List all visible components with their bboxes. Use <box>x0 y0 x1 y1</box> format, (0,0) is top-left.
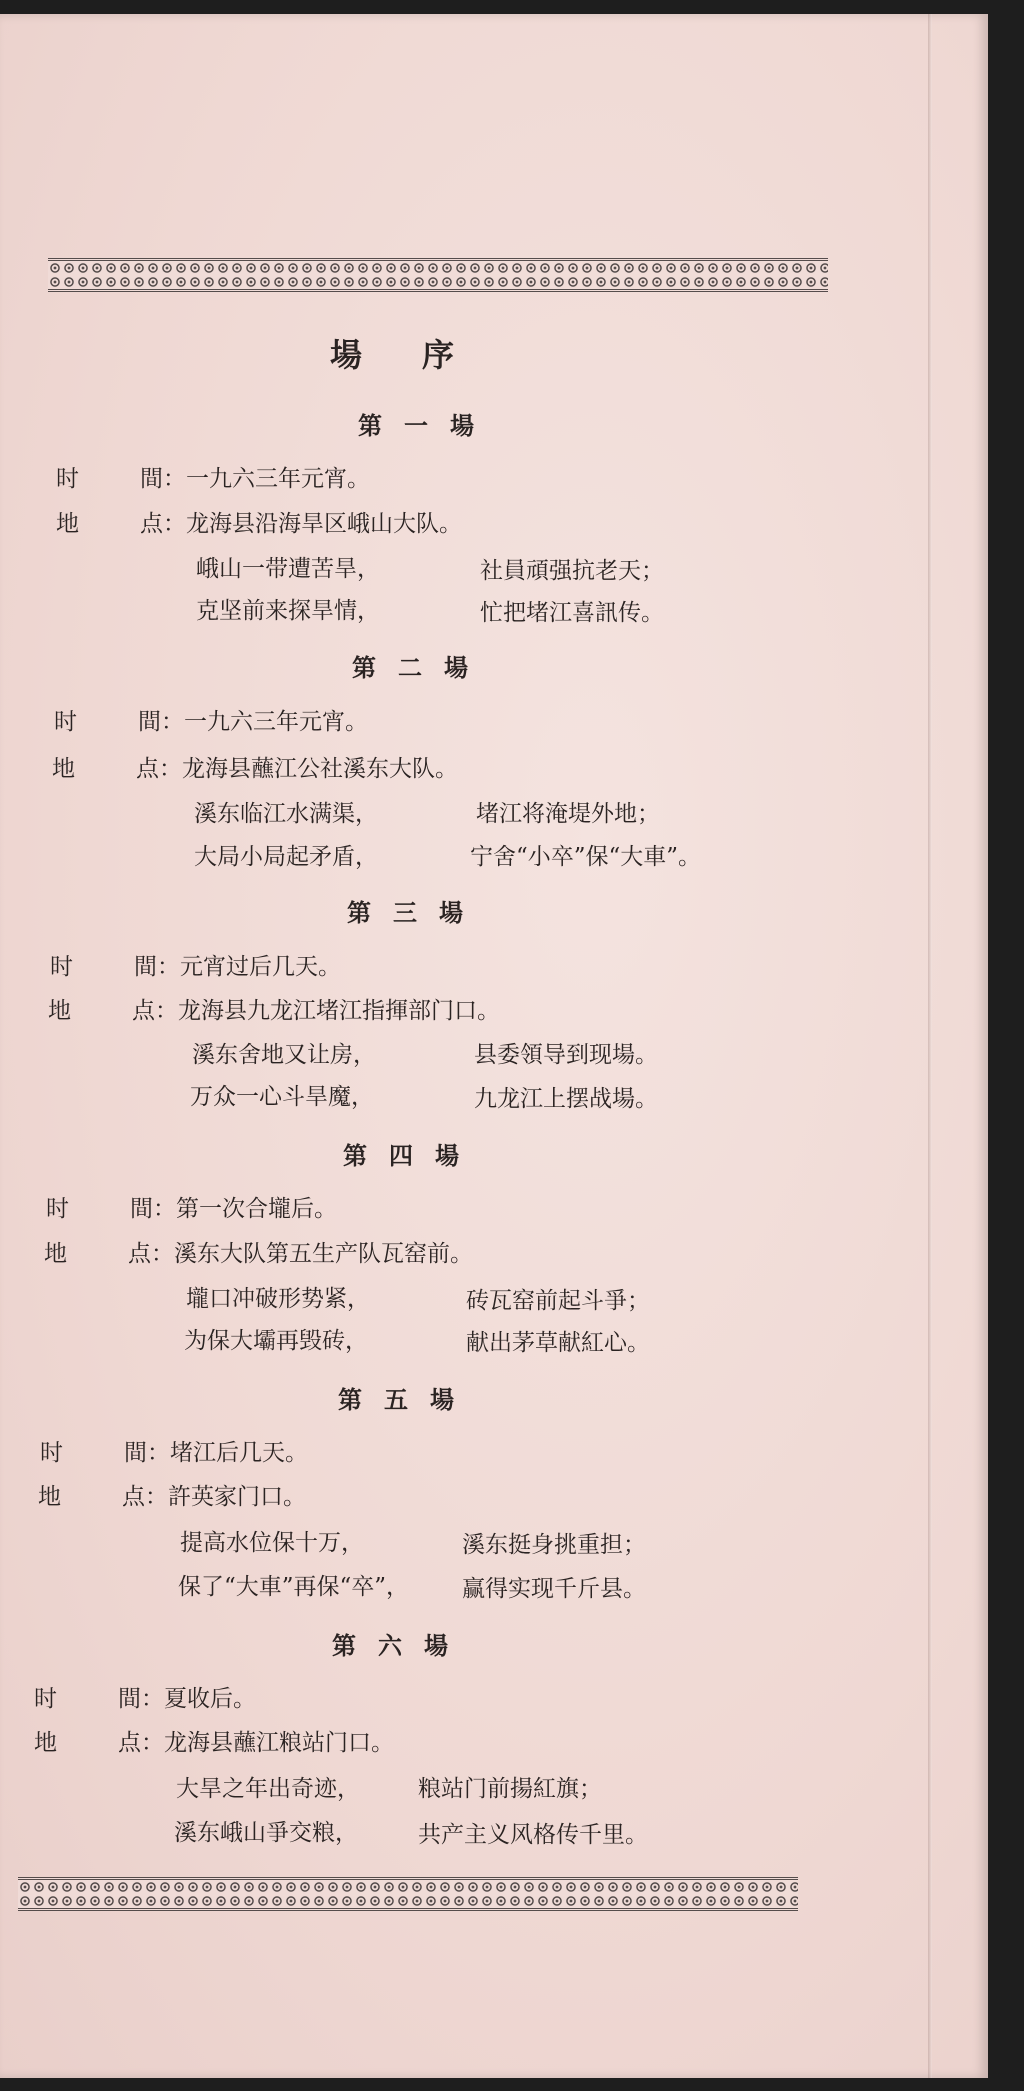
scene-5-verse-1b: 溪东挺身挑重担； <box>462 1532 646 1558</box>
time-label-char: 时 <box>40 1440 63 1466</box>
scene-2-verse-2a: 大局小局起矛盾， <box>194 844 378 870</box>
scene-5-time <box>40 1434 308 1467</box>
scene-3-place-value: 龙海县九龙江堵江指揮部门口。 <box>178 998 500 1024</box>
scene-4-time-value: 第一次合壠后。 <box>176 1196 337 1222</box>
scene-5-time-value: 堵江后几天。 <box>170 1440 308 1466</box>
scene-4-verse-1a: 壠口冲破形势紧， <box>186 1286 370 1312</box>
place-label-rest: 点： <box>122 1484 168 1510</box>
place-label-rest: 点： <box>128 1241 174 1267</box>
time-label-rest: 間： <box>118 1686 164 1712</box>
scene-6-verse-2b: 共产主义风格传千里。 <box>418 1822 648 1848</box>
page-title: 場序 <box>330 336 515 374</box>
time-label-rest: 間： <box>138 709 184 735</box>
time-label-rest: 間： <box>134 954 180 980</box>
place-label-rest: 点： <box>118 1730 164 1756</box>
scene-5-place-value: 許英家门口。 <box>168 1484 306 1510</box>
scene-2-verse-1b: 堵江将淹堤外地； <box>476 801 660 827</box>
scene-1-time-value: 一九六三年元宵。 <box>186 466 370 492</box>
place-label-rest: 点： <box>132 998 178 1024</box>
scene-4-time <box>46 1190 337 1223</box>
scene-2-time <box>54 703 368 736</box>
scene-6-verse-1b: 粮站门前揚紅旗； <box>418 1776 602 1802</box>
time-label-char: 时 <box>50 954 73 980</box>
scene-1-verse-1a: 峨山一带遭苦旱， <box>196 556 380 582</box>
scene-2-place <box>52 750 458 783</box>
place-label-char: 地 <box>44 1241 67 1267</box>
decorative-border-top <box>48 258 828 292</box>
scene-6-verse-1a: 大旱之年出奇迹， <box>176 1776 360 1802</box>
place-label-rest: 点： <box>140 511 186 537</box>
scene-3-place <box>48 992 500 1025</box>
time-label-char: 时 <box>34 1686 57 1712</box>
time-label-rest: 間： <box>130 1196 176 1222</box>
time-label-char: 时 <box>56 466 79 492</box>
scene-6-heading: 第六場 <box>332 1631 470 1660</box>
scene-3-heading: 第三場 <box>347 898 485 927</box>
scene-3-verse-1a: 溪东舍地又让房， <box>192 1042 376 1068</box>
scene-5-verse-2a: 保了“大車”再保“卒”， <box>178 1574 410 1600</box>
scene-4-place <box>44 1235 473 1268</box>
place-label-char: 地 <box>34 1730 57 1756</box>
scene-3-verse-2b: 九龙江上摆战場。 <box>474 1086 658 1112</box>
time-label-char: 时 <box>46 1196 69 1222</box>
scene-3-verse-1b: 县委領导到现場。 <box>474 1042 658 1068</box>
scene-4-verse-2b: 献出茅草献紅心。 <box>466 1330 650 1356</box>
scene-2-place-value: 龙海县蘸江公社溪东大队。 <box>182 756 458 782</box>
scene-6-place <box>34 1724 394 1757</box>
scene-1-verse-2b: 忙把堵江喜訊传。 <box>480 600 664 626</box>
scene-4-verse-1b: 砖瓦窑前起斗爭； <box>466 1288 650 1314</box>
scene-2-heading: 第二場 <box>352 653 490 682</box>
scene-2-verse-2b: 宁舍“小卒”保“大車”。 <box>470 844 702 870</box>
scene-3-time <box>50 948 341 981</box>
time-label-rest: 間： <box>140 466 186 492</box>
scene-1-heading: 第一場 <box>358 411 496 440</box>
place-label-char: 地 <box>56 511 79 537</box>
scene-4-place-value: 溪东大队第五生产队瓦窑前。 <box>174 1241 473 1267</box>
scene-4-verse-2a: 为保大壩再毁砖， <box>184 1328 368 1354</box>
place-label-char: 地 <box>52 756 75 782</box>
scene-1-verse-1b: 社員頑强抗老天； <box>480 558 664 584</box>
time-label-rest: 間： <box>124 1440 170 1466</box>
place-label-char: 地 <box>48 998 71 1024</box>
scene-5-place <box>38 1478 306 1511</box>
scene-5-heading: 第五場 <box>338 1385 476 1414</box>
scene-5-verse-1a: 提高水位保十万， <box>180 1530 364 1556</box>
scene-6-time <box>34 1680 256 1713</box>
scene-1-verse-2a: 克坚前来探旱情， <box>196 598 380 624</box>
scene-6-time-value: 夏收后。 <box>164 1686 256 1712</box>
scene-6-place-value: 龙海县蘸江粮站门口。 <box>164 1730 394 1756</box>
scene-2-time-value: 一九六三年元宵。 <box>184 709 368 735</box>
scene-1-place-value: 龙海县沿海旱区峨山大队。 <box>186 511 462 537</box>
scene-5-verse-2b: 赢得实现千斤县。 <box>462 1576 646 1602</box>
scene-4-heading: 第四場 <box>343 1141 481 1170</box>
page-fold <box>928 14 932 2078</box>
decorative-border-bottom <box>18 1877 798 1911</box>
scene-1-place <box>56 505 462 538</box>
place-label-rest: 点： <box>136 756 182 782</box>
scene-2-verse-1a: 溪东临江水满渠， <box>194 801 378 827</box>
scene-1-time <box>56 460 370 493</box>
scene-3-time-value: 元宵过后几天。 <box>180 954 341 980</box>
scene-6-verse-2a: 溪东峨山爭交粮， <box>174 1820 358 1846</box>
place-label-char: 地 <box>38 1484 61 1510</box>
scene-3-verse-2a: 万众一心斗旱魔， <box>190 1084 374 1110</box>
time-label-char: 时 <box>54 709 77 735</box>
